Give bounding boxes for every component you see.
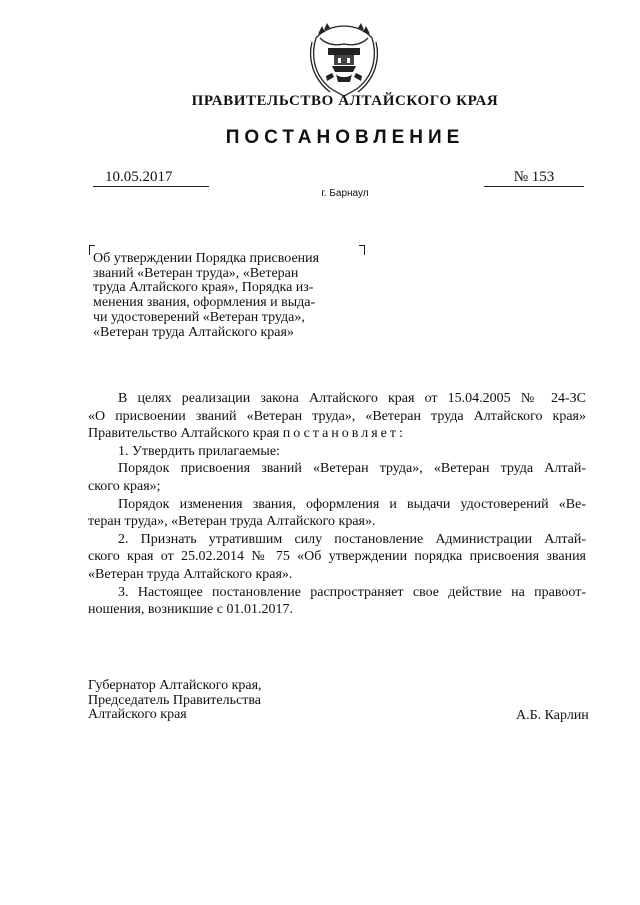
intro-paragraph-line-3 (88, 425, 586, 443)
item-2-line-1: 2. Признать утратившим силу постановление Администрации Алтай- (118, 531, 586, 547)
title-line: труда Алтайского края», Порядка из- (93, 280, 314, 296)
document-number: № 153 (484, 168, 584, 187)
item-1b-line-1: Порядок изменения звания, оформления и выдачи удостоверений «Ве- (118, 496, 586, 512)
signer-position-line: Губернатор Алтайского края, (88, 678, 262, 693)
item-3-line-2: ношения, возникшие с 01.01.2017. (88, 602, 293, 618)
signer-position-line: Председатель Правительства (88, 692, 261, 708)
document-city: г. Барнаул (321, 188, 369, 199)
item-1b-line-2: теран труда», «Ветеран труда Алтайского края». (88, 514, 376, 530)
item-1a-line-2: ского края»; (88, 478, 161, 494)
document-title (93, 252, 357, 340)
signer-position (88, 679, 262, 723)
item-3-line-1: 3. Настоящее постановление распространяет свое действие на правоот- (118, 584, 586, 600)
signer-position-line: Алтайского края (88, 707, 187, 723)
intro-government: Правительство Алтайского края (88, 426, 280, 442)
title-corner-right (359, 245, 365, 255)
item-2-line-2: ского края от 25.02.2014 № 75 «Об утверждении порядка присвоения звания (88, 549, 586, 565)
title-line: званий «Ветеран труда», «Ветеран (93, 265, 299, 281)
title-line: «Ветеран труда Алтайского края» (93, 324, 294, 340)
title-line: Об утверждении Порядка присвоения (93, 251, 320, 266)
item-1: 1. Утвердить прилагаемые: (118, 443, 280, 459)
signer-name: А.Б. Карлин (516, 708, 589, 723)
title-line: чи удостоверений «Ветеран труда», (93, 309, 305, 325)
title-line: менения звания, оформления и выда- (93, 295, 316, 311)
altai-krai-coat-of-arms-icon (304, 18, 384, 98)
intro-paragraph-line-2: «О присвоении званий «Ветеран труда», «Ветеран труда Алтайского края» (88, 408, 586, 424)
intro-resolves: постановляет: (282, 426, 406, 442)
government-name: ПРАВИТЕЛЬСТВО АЛТАЙСКОГО КРАЯ (191, 93, 499, 109)
intro-paragraph-line-1: В целях реализации закона Алтайского края от 15.04.2005 № 24-ЗС (118, 391, 586, 406)
document-body (88, 390, 586, 619)
document-type: ПОСТАНОВЛЕНИЕ (225, 127, 465, 148)
item-2-line-3: «Ветеран труда Алтайского края». (88, 566, 293, 582)
item-1a-line-1: Порядок присвоения званий «Ветеран труда», «Ветеран труда Алтай- (118, 461, 586, 477)
document-date: 10.05.2017 (93, 168, 209, 187)
